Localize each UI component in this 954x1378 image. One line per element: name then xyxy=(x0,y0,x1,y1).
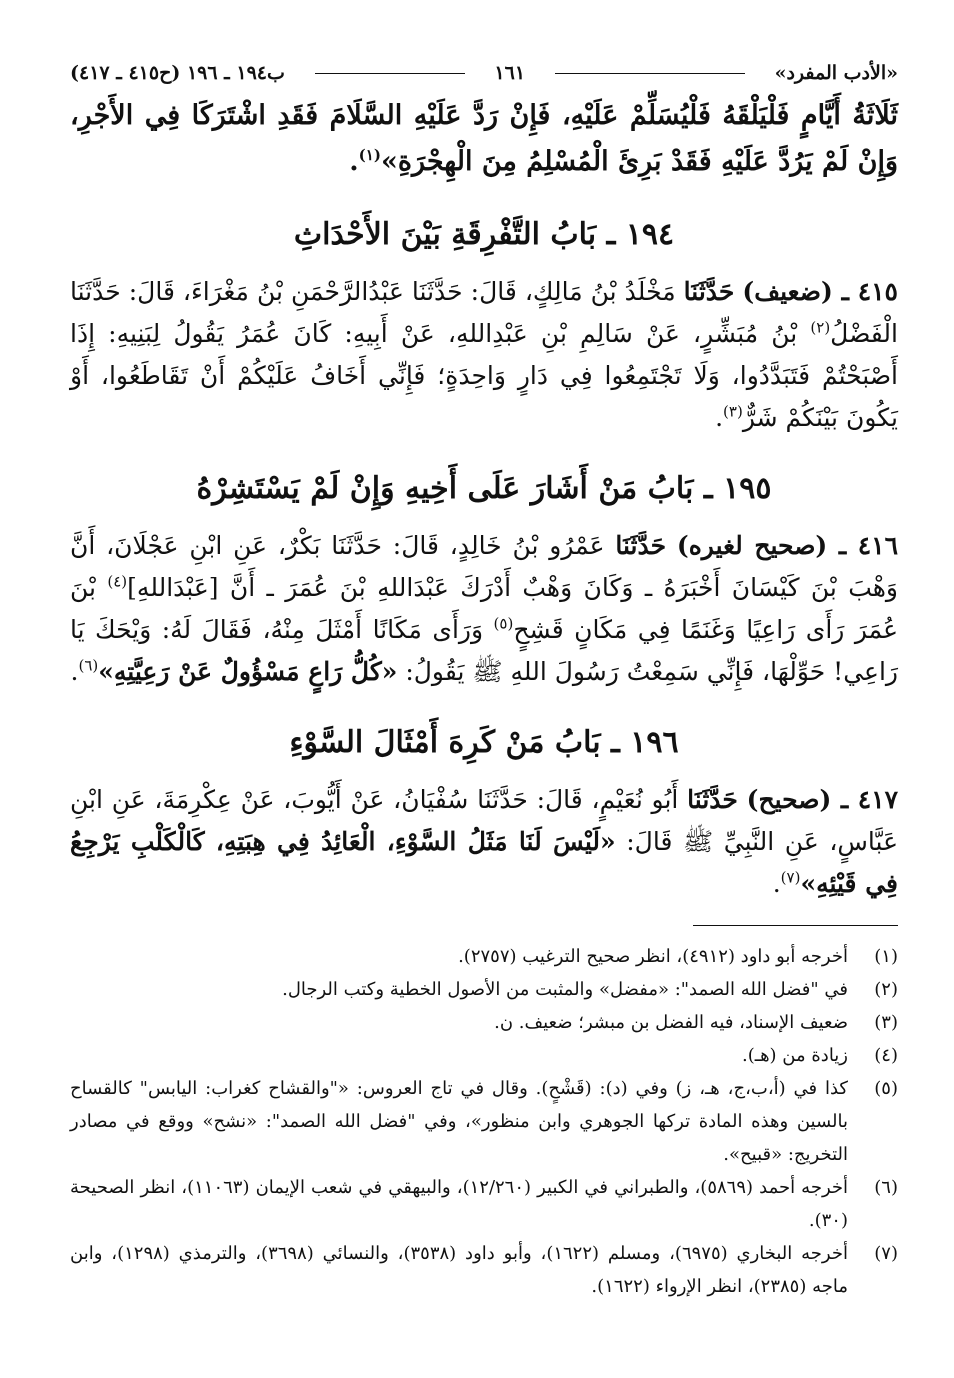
footnote-ref-1: (١) xyxy=(358,146,381,164)
chapter-title-195: ١٩٥ ـ بَابُ مَنْ أَشَارَ عَلَى أَخِيهِ وَإِنْ لَمْ يَسْتَشِرْهُ xyxy=(196,471,772,506)
hadith-416-paragraph xyxy=(70,525,898,693)
footnote-1 xyxy=(70,940,898,973)
chapter-title-194: ١٩٤ ـ بَابُ التَّفْرِقَةِ بَيْنَ الأَحْدَاثِ xyxy=(293,217,675,252)
haddathana: حَدَّثَنَا xyxy=(615,531,667,560)
hadith-end: . xyxy=(715,403,724,432)
footnote-6 xyxy=(70,1171,898,1237)
continuation-line-2: عَلَيْهِ فَقَدْ بَرِئَ الْمُسْلِمُ مِنَ الْهِجْرَةِ» xyxy=(380,146,769,177)
header-rule-left xyxy=(315,73,465,74)
hadith-417-paragraph xyxy=(70,779,898,905)
hadith-number-grade: ٤١٥ ـ (ضعيف) xyxy=(742,277,898,306)
hadith-417 xyxy=(70,779,898,905)
footnote-number: (٧) xyxy=(874,1243,898,1264)
hadith-415-paragraph xyxy=(70,271,898,439)
footnote-4 xyxy=(70,1039,898,1072)
hadith-end: . xyxy=(772,869,781,898)
isnad-text: بْنَ عُمَرَ رَأَى رَاعِيًا وَغَنَمًا فِي مَكَانٍ قَشِحٍ xyxy=(70,573,898,644)
footnote-ref-2: (٢) xyxy=(810,318,831,337)
header-rule-right xyxy=(555,73,745,74)
book-page xyxy=(70,55,898,1303)
hadith-number-grade: ٤١٧ ـ (صحيح) xyxy=(746,785,899,814)
footnote-text: ضعيف الإسناد، فيه الفضل بن مبشر؛ ضعيف. ن. xyxy=(494,1012,848,1033)
chapter-range: ب١٩٤ ـ ١٩٦ (ح٤١٥ ـ ٤١٧) xyxy=(70,62,285,84)
footnote-number: (١) xyxy=(874,946,898,967)
footnote-text: أخرجه أبو داود (٤٩١٢)، انظر صحيح الترغيب (٢٧٥٧). xyxy=(458,946,848,967)
isnad-text: بْنُ مُبَشِّرٍ، عَنْ سَالِمِ بْنِ عَبْدِاللهِ، عَنْ أَبِيهِ: كَانَ عُمَرُ يَقُولُ لِبَنِيهِ: إِذَا أَصْبَحْتُمْ فَتَبَدَّدُوا، وَلَا تَجْتَمِعُوا فِي دَارٍ وَاحِدَةٍ؛ فَإِنِّي أَخَافُ عَلَيْكُمْ أَنْ تَقَاطَعُوا، أَوْ يَكُونَ بَيْنَكُمْ شَرٌّ xyxy=(70,319,898,432)
hadith-415 xyxy=(70,271,898,439)
hadith-matn: «كُلُّ رَاعٍ مَسْؤُولٌ عَنْ رَعِيَّتِهِ» xyxy=(98,657,398,686)
footnote-number: (٦) xyxy=(874,1177,898,1198)
footnote-ref-4: (٤) xyxy=(107,572,128,591)
footnote-ref-3: (٣) xyxy=(723,402,743,421)
footnote-ref-5: (٥) xyxy=(493,614,514,633)
footnote-number: (٣) xyxy=(874,1012,898,1033)
footnote-text: كذا في (أ،ب،ج، هـ، ز) وفي (د): (قَشْحٍ). وقال في تاج العروس: «"والقشاح كغراب: اليابس" كالقساح بالسين وهذه المادة تركها الجوهري وابن منظور»، وفي "فضل الله الصمد": «نشح» ووقع في مصادر التخريج: «قبيح». xyxy=(70,1078,848,1165)
hadith-text: وَرَأَى مَكَانًا أَمْثَلَ مِنْهُ، فَقَالَ لَهُ: وَيْحَكَ يَا رَاعِي! حَوِّلْهَا، فَإِنِّي سَمِعْتُ رَسُولَ اللهِ ﷺ يَقُولُ: xyxy=(70,615,898,686)
haddathana: حَدَّثَنَا xyxy=(683,277,735,306)
page-number: ١٦١ xyxy=(494,62,526,84)
footnote-ref-6: (٦) xyxy=(78,656,99,675)
haddathana: حَدَّثَنَا xyxy=(687,785,738,814)
hadith-end: . xyxy=(70,657,79,686)
footnote-ref-7: (٧) xyxy=(780,868,801,887)
footnote-7 xyxy=(70,1237,898,1303)
footnote-number: (٥) xyxy=(874,1078,898,1099)
footnote-3 xyxy=(70,1006,898,1039)
footnote-text: زيادة من (هـ). xyxy=(742,1045,848,1066)
book-title: «الأدب المفرد» xyxy=(774,62,898,84)
footnotes xyxy=(70,940,898,1303)
footnote-number: (٤) xyxy=(874,1045,898,1066)
continuation-text xyxy=(70,93,898,185)
footnote-5 xyxy=(70,1072,898,1171)
footnote-text: أخرجه أحمد (٥٨٦٩)، والطبراني في الكبير (١٢/٢٦٠)، والبيهقي في شعب الإيمان (١١٠٦٣)، انظر الصحيحة (٣٠). xyxy=(70,1177,849,1231)
chapter-title-196: ١٩٦ ـ بَابُ مَنْ كَرِهَ أَمْثَالَ السَّوْءِ xyxy=(289,725,679,760)
footnote-2 xyxy=(70,973,898,1006)
hadith-416 xyxy=(70,525,898,693)
hadith-number-grade: ٤١٦ ـ (صحيح لغيره) xyxy=(676,531,899,560)
hadith-matn: «لَيْسَ لَنَا مَثَلُ السَّوْءِ، الْعَائِدُ فِي هِبَتِهِ، كَالْكَلْبِ يَرْجِعُ فِي قَيْئِهِ» xyxy=(70,827,898,898)
footnote-text: في "فضل الله الصمد": «مفضل» والمثبت من الأصول الخطية وكتب الرجال. xyxy=(282,979,848,1000)
isnad-text: أَبُو نُعَيْمٍ، قَالَ: حَدَّثَنَا سُفْيَانُ، عَنْ أَيُّوبَ، عَنْ عِكْرِمَةَ، عَنِ ابْنِ عَبَّاسٍ، عَنِ النَّبِيِّ ﷺ قَالَ: xyxy=(70,785,898,856)
running-head xyxy=(70,55,898,91)
continuation-paragraph xyxy=(70,93,898,185)
isnad-text: عَمْرُو بْنُ خَالِدٍ، قَالَ: حَدَّثَنَا بَكْرٌ، عَنِ ابْنِ عَجْلَانَ، أَنَّ وَهْبَ بْنَ كَيْسَانَ أَخْبَرَهُ ـ وَكَانَ وَهْبٌ أَدْرَكَ عَبْدَاللهِ بْنَ عُمَرَ ـ أَنَّ [عَبْدَاللهِ] xyxy=(70,531,898,602)
footnote-text: أخرجه البخاري (٦٩٧٥)، ومسلم (١٦٢٢)، وأبو داود (٣٥٣٨)، والنسائي (٣٦٩٨)، والترمذي (١٢٩٨)، وابن ماجه (٢٣٨٥)، انظر الإرواء (١٦٢٢). xyxy=(70,1243,848,1297)
isnad-text: مَخْلَدُ بْنُ مَالِكٍ، قَالَ: حَدَّثَنَا عَبْدُالرَّحْمَنِ بْنُ مَغْرَاءَ، قَالَ: حَدَّثَنَا الْفَضْلُ xyxy=(70,277,898,348)
footnote-separator xyxy=(693,925,898,926)
footnote-number: (٢) xyxy=(874,979,898,1000)
continuation-end: . xyxy=(349,146,359,177)
continuation-line-1: ثَلَاثَةُ أَيَّامٍ فَلْيَلْقَهُ فَلْيُسَلِّمْ عَلَيْهِ، فَإِنْ رَدَّ عَلَيْهِ السَّلَامَ فَقَدِ اشْتَرَكَا فِي الأَجْرِ، وَإِنْ لَمْ يَرُدَّ xyxy=(70,100,898,177)
